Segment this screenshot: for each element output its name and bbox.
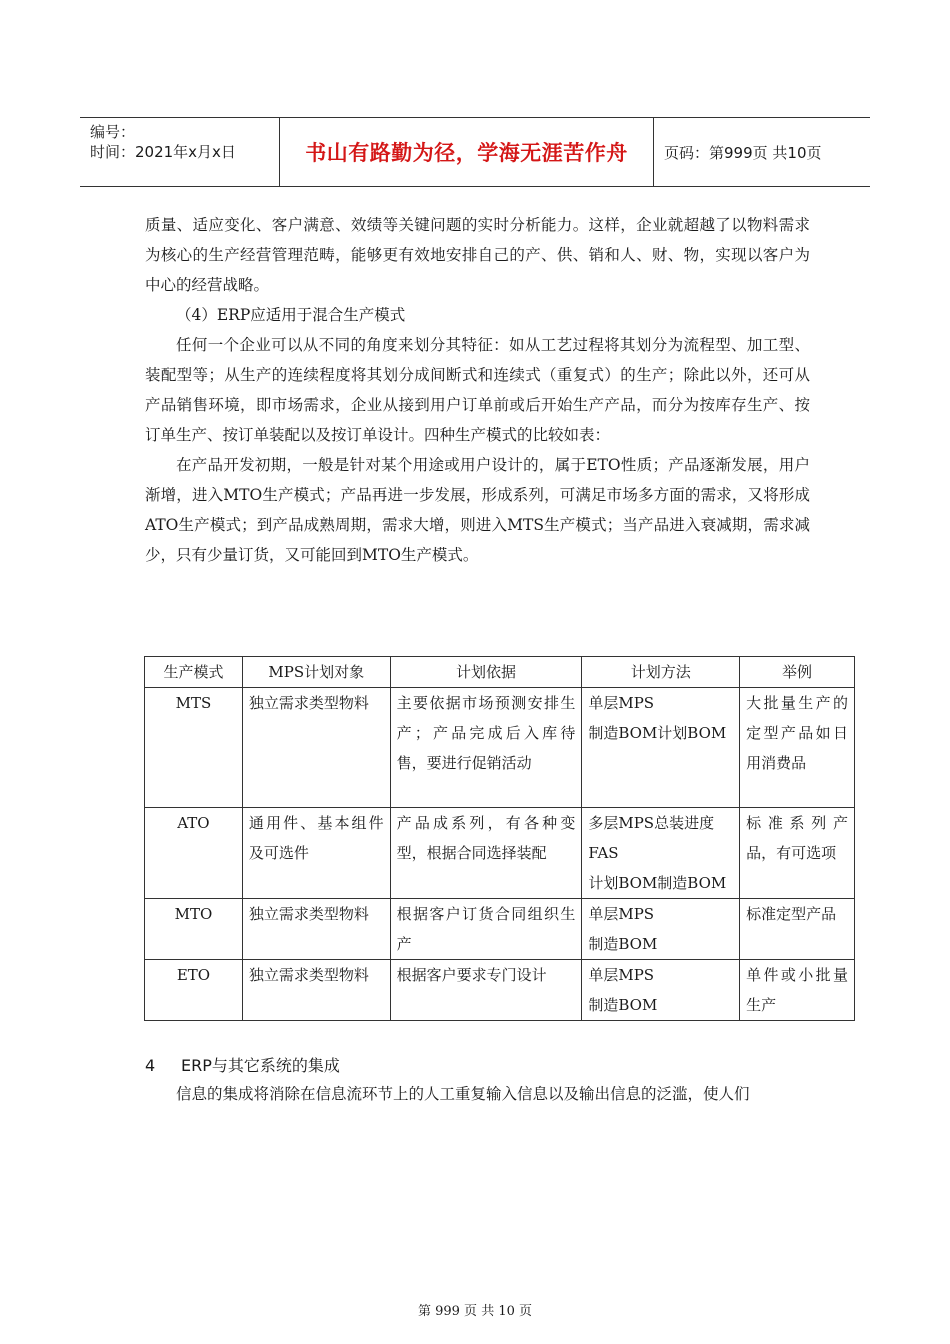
basis-cell: 产品成系列，有各种变型，根据合同选择装配 bbox=[390, 808, 582, 899]
object-cell: 通用件、基本组件及可选件 bbox=[242, 808, 390, 899]
table-row bbox=[145, 899, 855, 960]
number-label: 编号： bbox=[90, 123, 136, 141]
table-row bbox=[145, 960, 855, 1021]
time-label: 时间：2021年x月x日 bbox=[90, 143, 236, 161]
header-page-info: 页码：第999页 共10页 bbox=[664, 143, 822, 162]
header-motto: 书山有路勤为径，学海无涯苦作舟 bbox=[280, 118, 654, 186]
method-line: 计划BOM制造BOM bbox=[588, 874, 727, 892]
method-cell bbox=[582, 808, 740, 899]
column-header: 计划依据 bbox=[390, 657, 582, 688]
body-text-top bbox=[145, 210, 810, 570]
method-line: 多层MPS总装进度FAS bbox=[588, 814, 715, 862]
method-cell bbox=[582, 899, 740, 960]
method-line: 制造BOM bbox=[588, 935, 658, 953]
method-cell bbox=[582, 960, 740, 1021]
section-heading bbox=[145, 1053, 340, 1076]
method-line: 制造BOM计划BOM bbox=[588, 724, 727, 742]
paragraph: 在产品开发初期，一般是针对某个用途或用户设计的，属于ETO性质；产品逐渐发展，用户渐增，进入MTO生产模式；产品再进一步发展，形成系列，可满足市场多方面的需求，又将形成ATO生产模式；到产品成熟周期，需求大增，则进入MTS生产模式；当产品进入衰减期，需求减少，只有少量订货，又可能回到MTO生产模式。 bbox=[145, 456, 810, 564]
method-line: 单层MPS bbox=[588, 966, 655, 984]
column-header: 生产模式 bbox=[145, 657, 243, 688]
production-mode-table bbox=[144, 656, 855, 1021]
table-header-row bbox=[145, 657, 855, 688]
mode-cell: ATO bbox=[145, 808, 243, 899]
section-title: ERP与其它系统的集成 bbox=[181, 1056, 340, 1075]
paragraph-heading: （4）ERP应适用于混合生产模式 bbox=[176, 306, 406, 324]
example-cell: 大批量生产的定型产品如日用消费品 bbox=[740, 688, 855, 808]
page-header bbox=[80, 117, 870, 187]
body-text-bottom bbox=[145, 1079, 810, 1109]
mode-cell: MTO bbox=[145, 899, 243, 960]
example-cell: 标准定型产品 bbox=[740, 899, 855, 960]
object-cell: 独立需求类型物料 bbox=[242, 688, 390, 808]
column-header: 计划方法 bbox=[582, 657, 740, 688]
method-line: 单层MPS bbox=[588, 905, 655, 923]
page-footer: 第 999 页 共 10 页 bbox=[417, 1304, 533, 1319]
method-line: 单层MPS bbox=[588, 694, 655, 712]
basis-cell: 主要依据市场预测安排生产；产品完成后入库待售，要进行促销活动 bbox=[390, 688, 582, 808]
basis-cell: 根据客户订货合同组织生产 bbox=[390, 899, 582, 960]
mode-cell: ETO bbox=[145, 960, 243, 1021]
object-cell: 独立需求类型物料 bbox=[242, 960, 390, 1021]
column-header: MPS计划对象 bbox=[242, 657, 390, 688]
method-cell bbox=[582, 688, 740, 808]
mode-cell: MTS bbox=[145, 688, 243, 808]
example-cell: 标准系列产品，有可选项 bbox=[740, 808, 855, 899]
table-row bbox=[145, 688, 855, 808]
basis-cell: 根据客户要求专门设计 bbox=[390, 960, 582, 1021]
table-row bbox=[145, 808, 855, 899]
paragraph: 信息的集成将消除在信息流环节上的人工重复输入信息以及输出信息的泛滥，使人们 bbox=[176, 1085, 750, 1103]
example-cell: 单件或小批量生产 bbox=[740, 960, 855, 1021]
method-line: 制造BOM bbox=[588, 996, 658, 1014]
header-meta bbox=[80, 118, 280, 186]
object-cell: 独立需求类型物料 bbox=[242, 899, 390, 960]
paragraph: 质量、适应变化、客户满意、效绩等关键问题的实时分析能力。这样，企业就超越了以物料需求为核心的生产经营管理范畴，能够更有效地安排自己的产、供、销和人、财、物，实现以客户为中心的经营战略。 bbox=[145, 216, 810, 294]
column-header: 举例 bbox=[740, 657, 855, 688]
paragraph: 任何一个企业可以从不同的角度来划分其特征：如从工艺过程将其划分为流程型、加工型、装配型等；从生产的连续程度将其划分成间断式和连续式（重复式）的生产；除此以外，还可从产品销售环境，即市场需求，企业从接到用户订单前或后开始生产产品，而分为按库存生产、按订单生产、按订单装配以及按订单设计。四种生产模式的比较如表： bbox=[145, 336, 810, 444]
section-number: 4 bbox=[145, 1056, 156, 1075]
